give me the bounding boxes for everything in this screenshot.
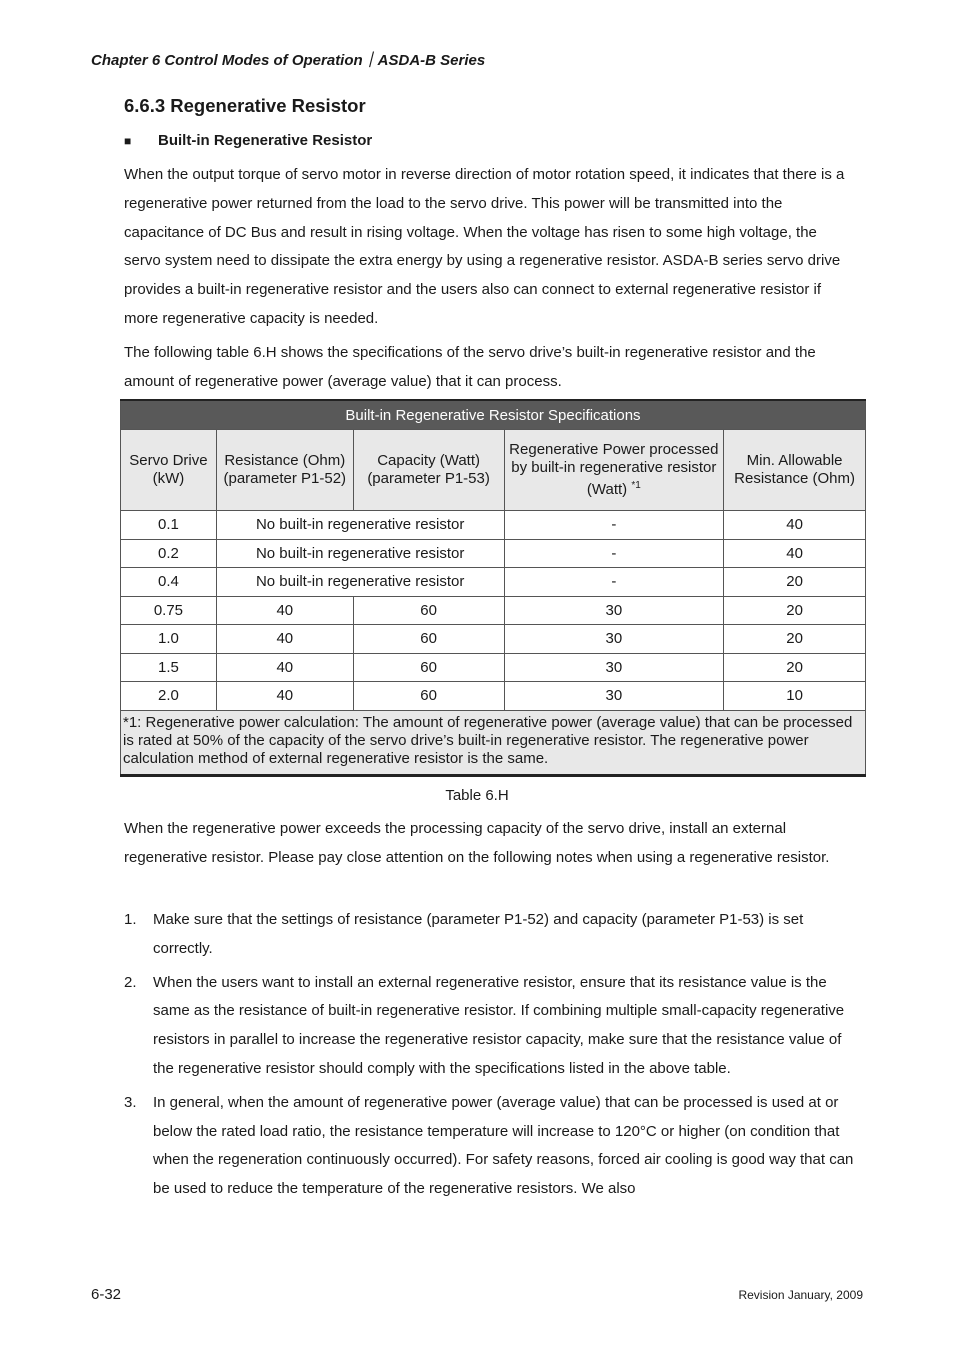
col-header-capacity: Capacity (Watt) (parameter P1-53) bbox=[353, 430, 504, 511]
cell-power: 30 bbox=[504, 682, 724, 711]
cell-min: 20 bbox=[724, 596, 866, 625]
list-number: 3. bbox=[124, 1093, 137, 1111]
table-row bbox=[121, 625, 866, 654]
bullet-square-icon: ■ bbox=[124, 134, 132, 148]
cell-power: - bbox=[504, 511, 724, 540]
cell-min: 20 bbox=[724, 625, 866, 654]
notes-list bbox=[124, 906, 856, 1209]
list-item bbox=[124, 906, 856, 964]
cell-drive: 2.0 bbox=[121, 682, 217, 711]
table-row bbox=[121, 539, 866, 568]
cell-resistance: 40 bbox=[216, 653, 353, 682]
table-row bbox=[121, 653, 866, 682]
col-header-regen-power bbox=[504, 430, 724, 511]
list-item bbox=[124, 969, 856, 1084]
chapter-header: Chapter 6 Control Modes of Operation｜ASDA-B Series bbox=[91, 52, 486, 69]
table-row bbox=[121, 568, 866, 597]
cell-min: 20 bbox=[724, 568, 866, 597]
subsection-heading bbox=[124, 132, 372, 149]
list-item bbox=[124, 1089, 856, 1204]
external-resistor-paragraph: When the regenerative power exceeds the processing capacity of the servo drive, install an external regenerative resistor. Please pay close attention on the following notes when using a regenerative resistor. bbox=[124, 820, 830, 866]
revision-date: Revision January, 2009 bbox=[738, 1288, 863, 1302]
cell-drive: 0.2 bbox=[121, 539, 217, 568]
section-title: 6.6.3 Regenerative Resistor bbox=[124, 95, 366, 116]
cell-capacity: 60 bbox=[353, 682, 504, 711]
table-row bbox=[121, 682, 866, 711]
list-text: Make sure that the settings of resistance (parameter P1-52) and capacity (parameter P1-53) is set correctly. bbox=[153, 911, 804, 957]
cell-min: 40 bbox=[724, 539, 866, 568]
table-footnote: *1: Regenerative power calculation: The amount of regenerative power (average value) that can be processed is rated at 50% of the capacity of the servo drive’s built-in regenerative resistor. The regenerative power calculation method of external regenerative resistor is the same. bbox=[121, 710, 866, 775]
cell-drive: 1.5 bbox=[121, 653, 217, 682]
cell-min: 40 bbox=[724, 511, 866, 540]
cell-power: - bbox=[504, 568, 724, 597]
cell-capacity: 60 bbox=[353, 596, 504, 625]
cell-no-resistor: No built-in regenerative resistor bbox=[216, 511, 504, 540]
cell-min: 10 bbox=[724, 682, 866, 711]
col-header-regen-power-label: Regenerative Power processed by built-in regenerative resistor (Watt) bbox=[509, 441, 719, 498]
list-text: In general, when the amount of regenerative power (average value) that can be processed is used at or below the rated load ratio, the resistance temperature will increase to 120°C or higher (on condition that when the regeneration continuously occurred). For safety reasons, forced air cooling is good way that can be used to reduce the temperature of the regenerative resistors. We also bbox=[153, 1093, 854, 1198]
cell-power: 30 bbox=[504, 653, 724, 682]
list-text: When the users want to install an external regenerative resistor, ensure that its resistance value is the same as the resistance of built-in regenerative resistor. If combining multiple small-capacity regenerative resistors in parallel to increase the regenerative resistor capacity, make sure that the resistance value of the regenerative resistor should comply with the specifications listed in the above table. bbox=[153, 973, 845, 1077]
cell-power: 30 bbox=[504, 596, 724, 625]
cell-drive: 0.4 bbox=[121, 568, 217, 597]
subsection-title: Built-in Regenerative Resistor bbox=[158, 132, 373, 149]
col-header-servo-drive: Servo Drive (kW) bbox=[121, 430, 217, 511]
cell-capacity: 60 bbox=[353, 625, 504, 654]
regenerative-resistor-spec-table bbox=[120, 399, 866, 777]
table-title: Built-in Regenerative Resistor Specifications bbox=[121, 400, 866, 430]
table-row bbox=[121, 596, 866, 625]
cell-drive: 0.75 bbox=[121, 596, 217, 625]
cell-no-resistor: No built-in regenerative resistor bbox=[216, 539, 504, 568]
cell-capacity: 60 bbox=[353, 653, 504, 682]
cell-resistance: 40 bbox=[216, 596, 353, 625]
cell-resistance: 40 bbox=[216, 625, 353, 654]
cell-power: - bbox=[504, 539, 724, 568]
table-row bbox=[121, 511, 866, 540]
list-number: 2. bbox=[124, 973, 137, 991]
list-number: 1. bbox=[124, 911, 137, 928]
table-intro-paragraph: The following table 6.H shows the specifications of the servo drive’s built-in regenerative resistor and the amount of regenerative power (average value) that it can process. bbox=[124, 344, 816, 390]
cell-power: 30 bbox=[504, 625, 724, 654]
footnote-mark: *1 bbox=[631, 480, 641, 491]
cell-drive: 1.0 bbox=[121, 625, 217, 654]
cell-no-resistor: No built-in regenerative resistor bbox=[216, 568, 504, 597]
col-header-resistance: Resistance (Ohm) (parameter P1-52) bbox=[216, 430, 353, 511]
cell-resistance: 40 bbox=[216, 682, 353, 711]
page-number: 6-32 bbox=[91, 1286, 122, 1303]
col-header-min-resistance: Min. Allowable Resistance (Ohm) bbox=[724, 430, 866, 511]
intro-paragraph: When the output torque of servo motor in reverse direction of motor rotation speed, it indicates that there is a regenerative power returned from the load to the servo drive. This power will be transmitted into the capacitance of DC Bus and result in rising voltage. When the voltage has risen to some high voltage, the servo system need to dissipate the extra energy by using a regenerative resistor. ASDA-B series servo drive provides a built-in regenerative resistor and the users also can connect to external regenerative resistor if more regenerative capacity is needed. bbox=[124, 166, 845, 327]
cell-min: 20 bbox=[724, 653, 866, 682]
table-caption: Table 6.H bbox=[445, 787, 509, 804]
cell-drive: 0.1 bbox=[121, 511, 217, 540]
